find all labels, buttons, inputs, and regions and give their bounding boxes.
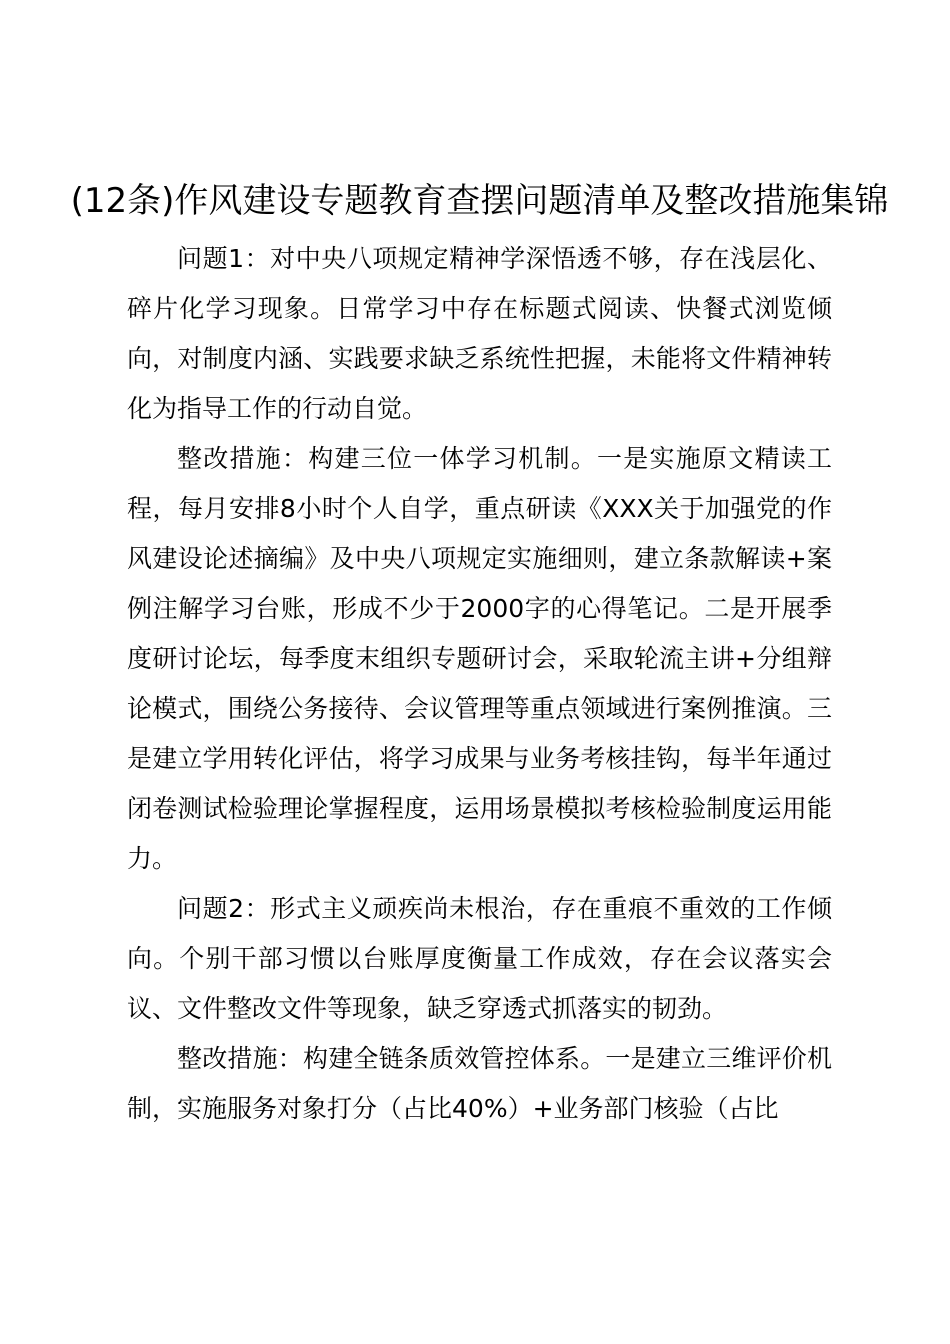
paragraph-measures-1: 整改措施：构建三位一体学习机制。一是实施原文精读工程，每月安排8小时个人自学，重点研读《XXX关于加强党的作风建设论述摘编》及中央八项规定实施细则，建立条款解读+案例注解学习台账，形成不少于2000字的心得笔记。二是开展季度研讨论坛，每季度末组织专题研讨会，采取轮流主讲+分组辩论模式，围绕公务接待、会议管理等重点领域进行案例推演。三是建立学用转化评估，将学习成果与业务考核挂钩，每半年通过闭卷测试检验理论掌握程度，运用场景模拟考核检验制度运用能力。 (127, 444, 832, 873)
paragraph-measures-2: 整改措施：构建全链条质效管控体系。一是建立三维评价机制，实施服务对象打分（占比40%）+业务部门核验（占比 (127, 1044, 832, 1123)
paragraph-problem-1: 问题1：对中央八项规定精神学深悟透不够，存在浅层化、碎片化学习现象。日常学习中存在标题式阅读、快餐式浏览倾向，对制度内涵、实践要求缺乏系统性把握，未能将文件精神转化为指导工作的行动自觉。 (127, 244, 832, 423)
paragraph-problem-2: 问题2：形式主义顽疾尚未根治，存在重痕不重效的工作倾向。个别干部习惯以台账厚度衡量工作成效，存在会议落实会议、文件整改文件等现象，缺乏穿透式抓落实的韧劲。 (127, 894, 832, 1023)
document-title: (12条)作风建设专题教育查摆问题清单及整改措施集锦 (70, 181, 889, 221)
document-page (70, 176, 889, 1134)
